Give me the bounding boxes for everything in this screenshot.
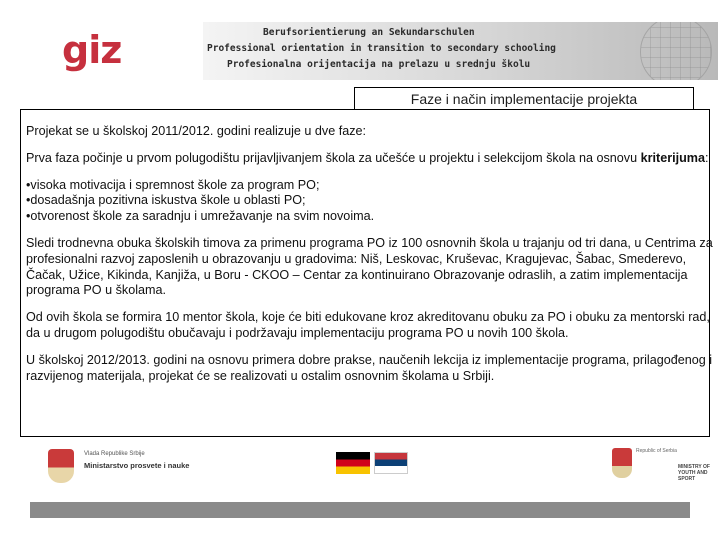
criteria-item: •visoka motivacija i spremnost škole za program PO; [26,177,320,192]
criteria-item: •dosadašnja pozitivna iskustva škole u oblasti PO; [26,193,306,208]
header-line-sr: Profesionalna orijentacija na prelazu u srednju školu [227,59,531,70]
globe-icon [640,22,712,80]
partner-flags [330,450,420,482]
footer-right-line2: MINISTRY OF YOUTH AND SPORT [678,464,710,482]
header-line-en: Professional orientation in transition to secondary schooling [207,43,556,54]
header-line-de: Berufsorientierung an Sekundarschulen [263,27,475,38]
footer-left-line1: Vlada Republike Srbije [84,451,145,457]
phase-one-paragraph [26,151,716,167]
next-year-paragraph: U školskoj 2012/2013. godini na osnovu primera dobre prakse, naučenih lekcija iz implementacije programa, prilagođenog i razvijenog materijala, projekat će se realizovati u ostalim osnovnim školama u Srbiji. [26,352,713,383]
giz-logo: giz [62,28,122,72]
footer-right-line1: Republic of Serbia [636,448,677,454]
content-text [26,124,716,395]
criteria-item: •otvorenost škole za saradnju i umrežavanje na svim novoima. [26,209,375,224]
ministry-youth-logo [612,444,712,490]
serbia-flag-icon [374,452,408,474]
header-banner [203,22,718,80]
serbia-crest-small-icon [612,448,632,478]
germany-flag-icon [336,452,370,474]
ministry-education-logo [36,447,216,487]
training-paragraph: Sledi trodnevna obuka školskih timova za primenu programa PO iz 100 osnovnih škola u trajanju od tri dana, u Centrima za profesionalni razvoj zaposlenih u obrazovanju u gradovima: Niš, Leskovac, Kruševac, Kragujevac, Šabac, Smederevo, Čačak, Užice, Kikinda, Kanjiža, u Boru - CKOO – Centar za kontinuirano Obrazovanje odraslih, a zatim implementacija programa PO u školama. [26,235,713,298]
criteria-term: kriterijuma [640,150,706,165]
footer-left-line2: Ministarstvo prosvete i nauke [84,461,190,470]
serbia-crest-icon [48,449,74,483]
phase-one-text: Prva faza počinje u prvom polugodištu prijavljivanjem škola za učešće u projektu i selekcijom škola na osnovu [26,150,641,165]
intro-paragraph: Projekat se u školskoj 2011/2012. godini realizuje u dve faze: [26,124,367,138]
bottom-bar [30,502,690,518]
slide-title: Faze i način implementacije projekta [354,87,694,111]
criteria-list [26,178,716,225]
mentor-paragraph: Od ovih škola se formira 10 mentor škola, koje će biti edukovane kroz akreditovanu obuku za PO i obuku za mentorski rad, da u drugom polugodištu obučavaju i podržavaju implementaciju programa PO u novih 100 škola. [26,310,710,340]
phase-one-colon: : [705,150,709,165]
